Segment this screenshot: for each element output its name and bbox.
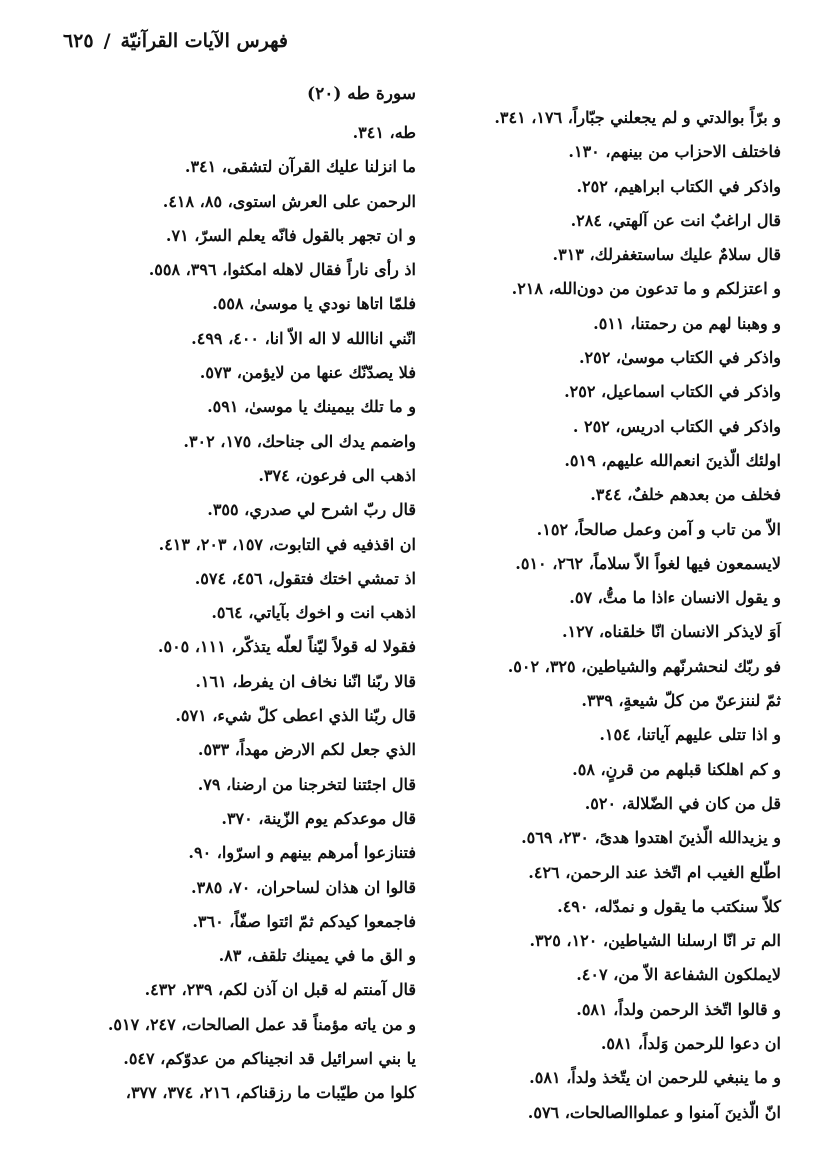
index-entry: انّ الّذينَ آمنوا و عملواالصالحات، ٥٧٦. bbox=[527, 1102, 781, 1122]
index-entry: لايملكون الشفاعة الاّ من، ٤٠٧. bbox=[576, 965, 781, 985]
index-entry: قال اجئتنا لتخرجنا من ارضنا، ٧٩. bbox=[197, 774, 416, 794]
index-entry: فلا يصدّنّك عنها من لايؤمن، ٥٧٣. bbox=[199, 363, 416, 383]
index-entry: اطّلع الغيب ام اتّخذ عند الرحمن، ٤٢٦. bbox=[528, 862, 781, 882]
index-entry: قالوا ان هذان لساحران، ٧٠، ٣٨٥. bbox=[191, 877, 416, 897]
index-entry: الذي جعل لكم الارض مهداً، ٥٣٣. bbox=[197, 740, 416, 760]
index-entry: فتنازعوا أمرهم بينهم و اسرّوا، ٩٠. bbox=[188, 843, 416, 863]
left-entry-list bbox=[421, 101, 781, 1130]
index-entry: و يقول الانسان ءاذا ما متُّ، ٥٧. bbox=[569, 588, 781, 608]
index-entry: ان دعوا للرحمن وَلداً، ٥٨١. bbox=[600, 1034, 781, 1054]
left-column bbox=[421, 80, 781, 1130]
index-entry: الاّ من تاب و آمن وعمل صالحاً، ١٥٢. bbox=[536, 519, 781, 539]
index-entry: و ما تلك بيمينك يا موسىٰ، ٥٩١. bbox=[207, 397, 416, 417]
index-entry: اذهب الى فرعون، ٣٧٤. bbox=[258, 465, 416, 485]
index-entry: قال ربّنا الذي اعطى كلّ شيء، ٥٧١. bbox=[175, 706, 416, 726]
index-entry: لايسمعون فيها لغواً الاّ سلاماً، ٢٦٢، ٥١٠. bbox=[515, 553, 781, 573]
index-entry: اولئك الّذينَ انعم‌الله عليهم، ٥١٩. bbox=[564, 450, 781, 470]
index-entry: و من ياته مؤمناً قد عمل الصالحات، ٢٤٧، ٥١٧. bbox=[107, 1014, 416, 1034]
index-entry: فو ربّك لنحشرنّهم والشياطين، ٣٢٥، ٥٠٢. bbox=[507, 656, 781, 676]
index-entry: و الق ما في يمينك تلقف، ٨٣. bbox=[218, 946, 416, 966]
index-entry: الم تر انّا ارسلنا الشياطين، ١٢٠، ٣٢٥. bbox=[529, 931, 781, 951]
index-entry: فاجمعوا كيدكم ثمّ ائتوا صفّاً، ٣٦٠. bbox=[192, 911, 416, 931]
index-entry: قل من كان في الضّلالة، ٥٢٠. bbox=[584, 793, 781, 813]
index-entry: قال ربّ اشرح لي صدري، ٣٥٥. bbox=[207, 500, 416, 520]
index-entry: فخلف من بعدهم خلفٌ، ٣٤٤. bbox=[590, 485, 781, 505]
index-entry: طه، ٣٤١. bbox=[352, 123, 416, 142]
index-entry: واذكر في الكتاب ابراهيم، ٢٥٢. bbox=[576, 176, 781, 196]
index-entry: و ان تجهر بالقول فانّه يعلم السرّ، ٧١. bbox=[165, 225, 416, 245]
running-header bbox=[63, 30, 288, 52]
right-column bbox=[56, 80, 416, 1111]
index-entry: اذ رأى ناراً فقال لاهله امكثوا، ٣٩٦، ٥٥٨. bbox=[148, 260, 416, 280]
index-entry: اَوَ لايذكر الانسان انّا خلقناه، ١٢٧. bbox=[561, 622, 781, 642]
index-entry: كلاّ سنكتب ما يقول و نمدّله، ٤٩٠. bbox=[557, 896, 781, 916]
page-number: ٦٢٥ bbox=[62, 30, 94, 52]
index-entry: فاختلف الاحزاب من بينهم، ١٣٠. bbox=[568, 142, 781, 162]
header-title: فهرس الآيات القرآنيّة bbox=[120, 30, 288, 52]
index-entry: و كم اهلكنا قبلهم من قرنٍ، ٥٨. bbox=[572, 759, 781, 779]
index-entry: و ما ينبغي للرحمن ان يتّخذ ولداً، ٥٨١. bbox=[529, 1068, 781, 1088]
index-entry: و اعتزلكم و ما تدعون من دون‌الله، ٢١٨. bbox=[511, 279, 781, 299]
index-entry: قال سلامٌ عليك ساستغفرلك، ٣١٣. bbox=[552, 245, 781, 265]
index-entry: فلمّا اتاها نودي يا موسىٰ، ٥٥٨. bbox=[212, 294, 416, 314]
index-entry: قالا ربّنا انّنا نخاف ان يفرط، ١٦١. bbox=[195, 671, 416, 691]
index-entry: اذهب انت و اخوك بآياتي، ٥٦٤. bbox=[211, 603, 416, 623]
index-entry: قال موعدكم يوم الزّينة، ٣٧٠. bbox=[221, 808, 416, 828]
index-entry: واذكر في الكتاب اسماعيل، ٢٥٢. bbox=[564, 382, 781, 402]
index-entry: ان اقذفيه في التابوت، ١٥٧، ٢٠٣، ٤١٣. bbox=[158, 534, 416, 554]
index-entry: قال اراغبٌ انت عن آلهتي، ٢٨٤. bbox=[570, 210, 781, 230]
index-entry: و وهبنا لهم من رحمتنا، ٥١١. bbox=[593, 313, 781, 333]
index-entry: و اذا تتلى عليهم آياتنا، ١٥٤. bbox=[599, 725, 781, 745]
index-entry: قال آمنتم له قبل ان آذن لكم، ٢٣٩، ٤٣٢. bbox=[144, 980, 416, 1000]
index-entry: واذكر في الكتاب موسىٰ، ٢٥٢. bbox=[578, 348, 781, 368]
index-entry: ثمّ لننزعنّ من كلّ شيعةٍ، ٣٣٩. bbox=[581, 691, 781, 711]
index-entry: فقولا له قولاً ليّناً لعلّه يتذكّر، ١١١، ٥٠٥. bbox=[157, 637, 416, 657]
index-entry: اذ تمشي اختك فتقول، ٤٥٦، ٥٧٤. bbox=[194, 568, 416, 588]
index-entry: واذكر في الكتاب ادريس، ٢٥٢ . bbox=[572, 416, 781, 436]
index-entry: يا بني اسرائيل قد انجيناكم من عدوّكم، ٥٤٧. bbox=[123, 1049, 416, 1069]
index-entry: و قالوا اتّخذ الرحمن ولداً، ٥٨١. bbox=[576, 999, 781, 1019]
index-entry: انّني اناالله لا اله الاّ انا، ٤٠٠، ٤٩٩. bbox=[191, 328, 416, 348]
right-entry-list bbox=[56, 116, 416, 1111]
header-separator: / bbox=[103, 30, 111, 52]
index-entry: كلوا من طيّبات ما رزقناكم، ٢١٦، ٣٧٤، ٣٧٧، bbox=[125, 1083, 416, 1103]
section-title: سورة طه (٢٠) bbox=[307, 84, 416, 104]
index-entry: الرحمن على العرش استوى، ٨٥، ٤١٨. bbox=[162, 191, 416, 211]
index-entry: و يزيدالله الّذينَ اهتدوا هدىً، ٢٣٠، ٥٦٩. bbox=[521, 828, 781, 848]
index-entry: واضمم يدك الى جناحك، ١٧٥، ٣٠٢. bbox=[183, 431, 416, 451]
index-entry: و برّاً بوالدتي و لم يجعلني جبّاراً، ١٧٦، ٣٤١. bbox=[494, 108, 781, 127]
index-entry: ما انزلنا عليك القرآن لتشقى، ٣٤١. bbox=[184, 157, 416, 177]
